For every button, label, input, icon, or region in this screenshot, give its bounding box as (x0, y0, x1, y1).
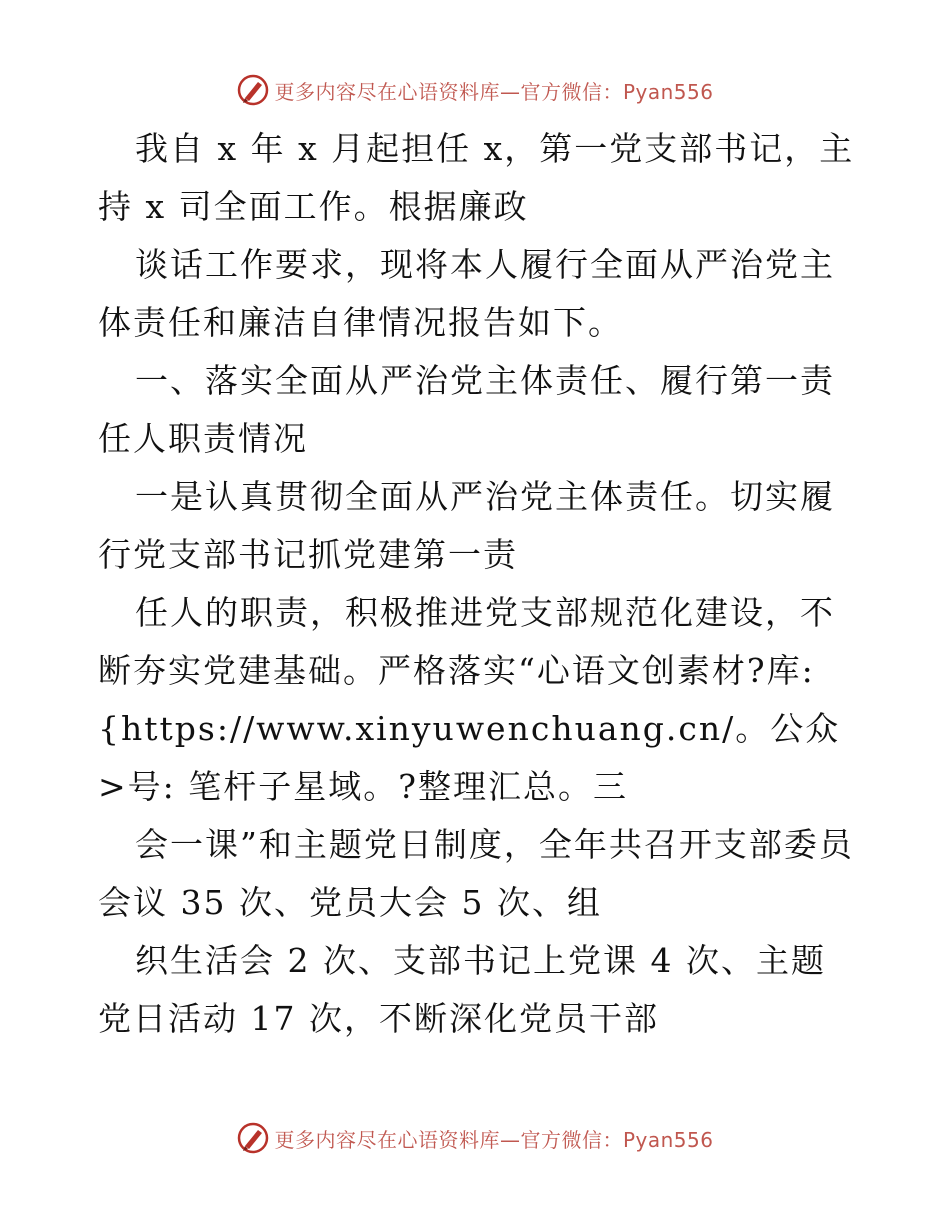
paragraph-6: 会一课”和主题党日制度，全年共召开支部委员会议 35 次、党员大会 5 次、组 (98, 825, 854, 922)
paragraph-5: 任人的职责，积极推进党支部规范化建设，不断夯实党建基础。严格落实“心语文创素材?库:{https://www.xinyuwenchuang.cn/。公众>号: 笔杆子星域。?整理汇总。三 (98, 593, 841, 806)
footer-banner (0, 1118, 950, 1158)
banner-text: 更多内容尽在心语资料库—官方微信：Pyan556 (274, 79, 714, 104)
document-body (98, 120, 858, 1048)
header-banner (0, 70, 950, 110)
paragraph-4: 一是认真贯彻全面从严治党主体责任。切实履行党支部书记抓党建第一责 (98, 477, 835, 574)
paragraph-2: 谈话工作要求，现将本人履行全面从严治党主体责任和廉洁自律情况报告如下。 (98, 245, 835, 342)
pen-logo-icon (236, 1121, 270, 1155)
paragraph-3: 一、落实全面从严治党主体责任、履行第一责任人职责情况 (98, 361, 835, 458)
pen-logo-icon (236, 73, 270, 107)
paragraph-7: 织生活会 2 次、支部书记上党课 4 次、主题党日活动 17 次，不断深化党员干部 (98, 941, 826, 1038)
banner-text: 更多内容尽在心语资料库—官方微信：Pyan556 (274, 1127, 714, 1152)
paragraph-1: 我自 x 年 x 月起担任 x，第一党支部书记，主持 x 司全面工作。根据廉政 (98, 129, 855, 226)
